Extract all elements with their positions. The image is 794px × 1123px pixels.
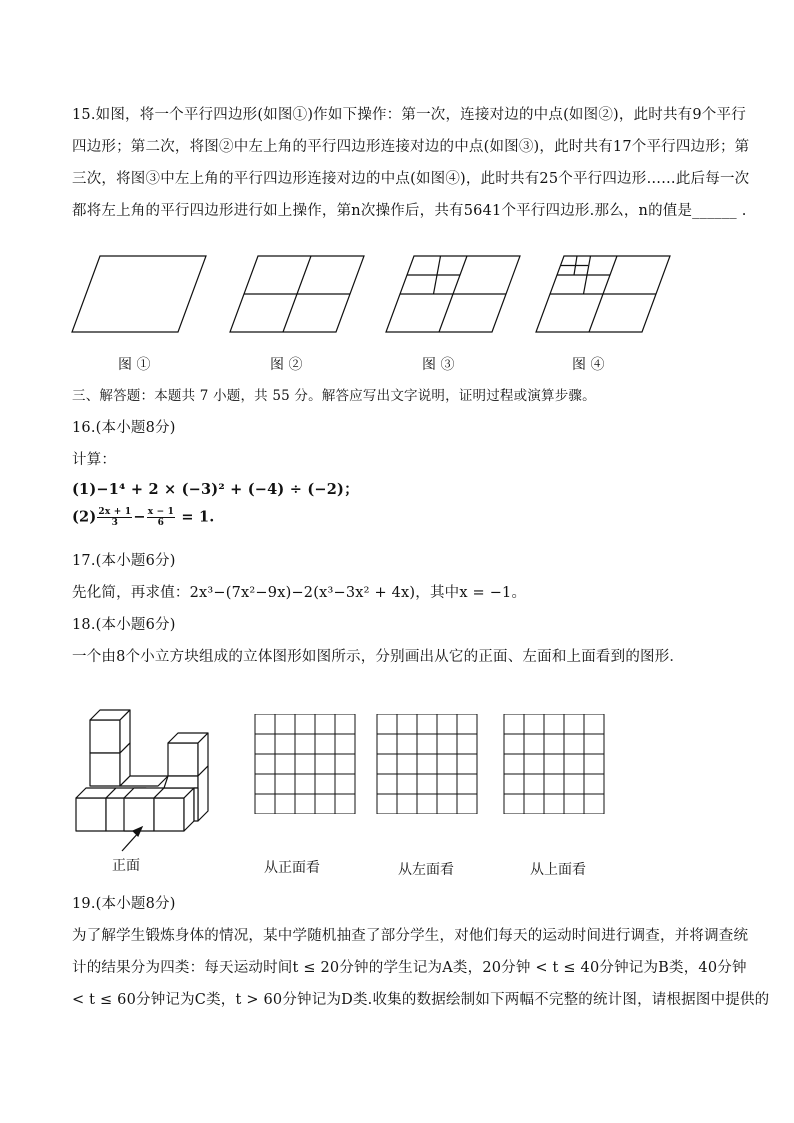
front-view-caption: 从正面看 [264,860,320,876]
left-view-caption: 从左面看 [398,862,454,878]
q18-text: 一个由8个小立方块组成的立体图形如图所示，分别画出从它的正面、左面和上面看到的图形． [72,649,685,665]
figure-2-caption: 图 ② [270,357,303,373]
q18-header: 18.(本小题6分) [72,617,176,633]
q19-line-2: 计的结果分为四类：每天运动时间t ≤ 20分钟的学生记为A类，20分钟 < t ≤ 40分钟记为B类，40分钟 [72,960,747,976]
fraction-2-numerator: x − 1 [147,507,175,517]
top-view-caption: 从上面看 [530,862,586,878]
q16-part-2 [72,507,215,528]
parallelogram-figures [0,250,794,340]
grid-front-view [255,714,355,814]
fraction-1-denominator: 3 [111,518,119,528]
q15-line-4: 都将左上角的平行四边形进行如上操作，第n次操作后，共有5641个平行四边形.那么，n的值是______ . [72,203,747,219]
q16-header: 16.(本小题8分) [72,420,176,436]
q17-text: 先化简，再求值：2x³−(7x²−9x)−2(x³−3x² + 4x)，其中x = −1。 [72,585,527,601]
view-grids [0,714,794,814]
q16-part-2-suffix: = 1. [181,508,215,526]
q16-part-1: (1)−1⁴ + 2 × (−3)² + (−4) ÷ (−2)； [72,481,359,498]
figure-4-caption: 图 ④ [572,357,605,373]
q15-line-2: 四边形；第二次，将图②中左上角的平行四边形连接对边的中点(如图③)，此时共有17个平行四边形；第 [72,139,750,155]
q19-line-3: < t ≤ 60分钟记为C类，t > 60分钟记为D类.收集的数据绘制如下两幅不完整的统计图，请根据图中提供的 [72,992,770,1008]
grid-left-view [377,714,477,814]
front-direction-label: 正面 [112,858,140,874]
q16-part-2-prefix: (2) [72,508,97,526]
q19-header: 19.(本小题8分) [72,896,176,912]
fraction-1-numerator: 2x + 1 [98,507,132,517]
q17-header: 17.(本小题6分) [72,553,176,569]
q15-line-1: 15.如图，将一个平行四边形(如图①)作如下操作：第一次，连接对边的中点(如图②)，此时共有9个平行 [72,107,746,123]
q16-minus: − [133,508,146,526]
q15-line-3: 三次，将图③中左上角的平行四边形连接对边的中点(如图④)，此时共有25个平行四边形……此后每一次 [72,171,750,187]
figure-1-parallelogram [72,256,206,332]
figure-3-caption: 图 ③ [422,357,455,373]
q16-intro: 计算： [72,452,117,468]
fraction-2-denominator: 6 [157,518,165,528]
fraction-1 [97,507,132,528]
fraction-2 [147,507,175,528]
grid-top-view [504,714,604,814]
figure-1-caption: 图 ① [118,357,151,373]
section-3-heading: 三、解答题：本题共 7 小题，共 55 分。解答应写出文字说明，证明过程或演算步骤。 [72,388,596,404]
q19-line-1: 为了解学生锻炼身体的情况，某中学随机抽查了部分学生，对他们每天的运动时间进行调查，并将调查统 [72,928,749,944]
